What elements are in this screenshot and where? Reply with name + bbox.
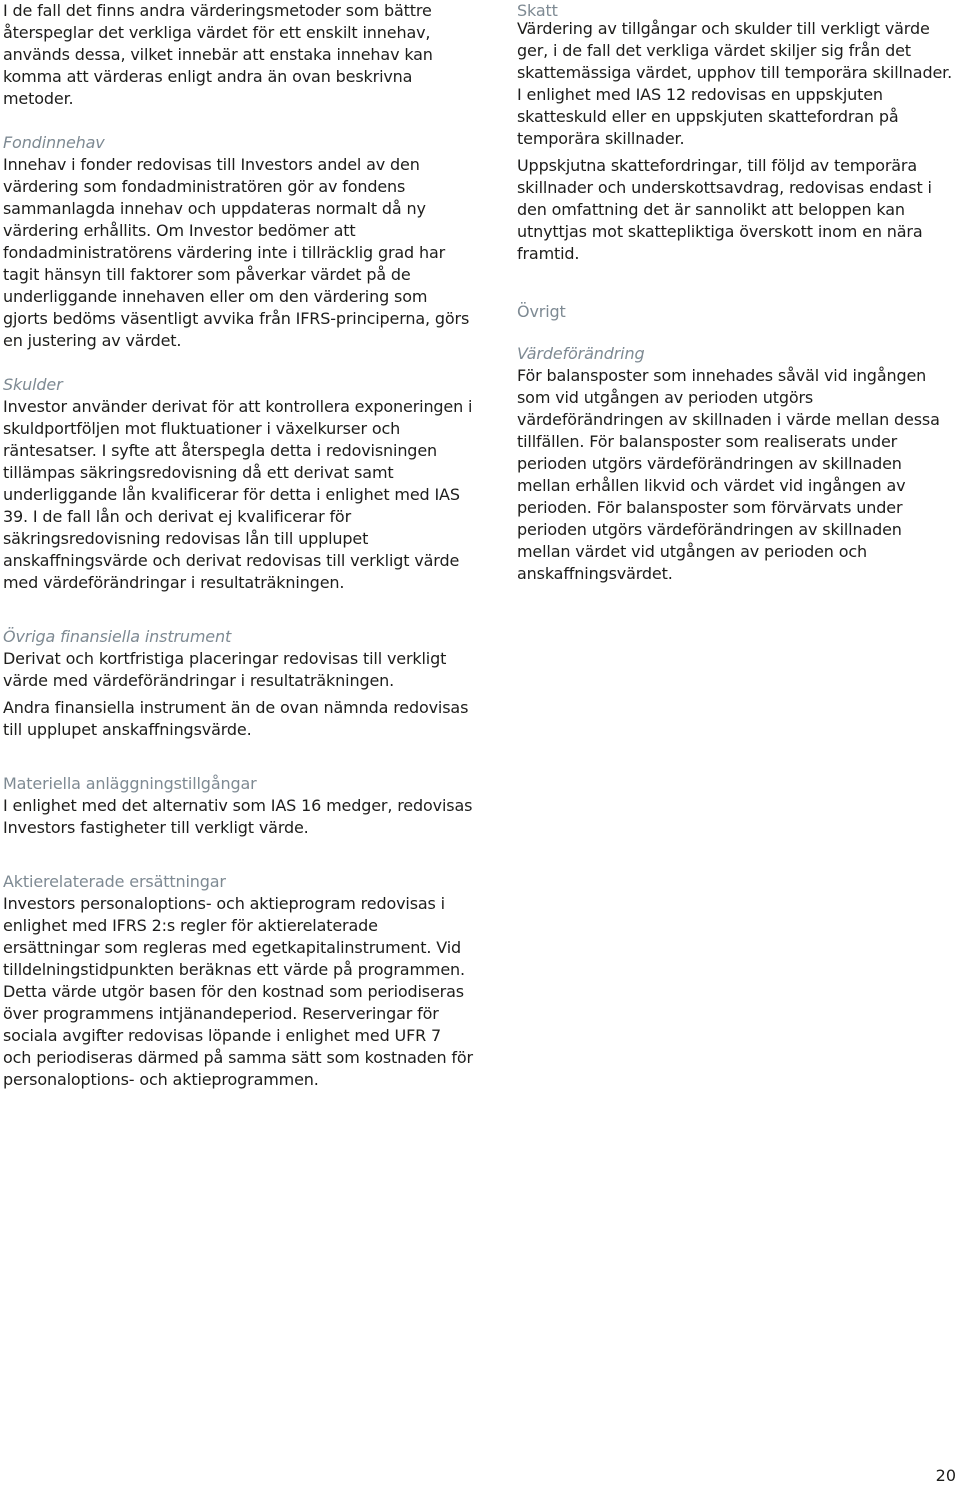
vardeforandring-paragraph: För balansposter som innehades såväl vid ingången som vid utgången av perioden utgörs värdeförändringen av skillnaden i värde mellan dessa tillfällen. För balansposter som realiserats under perioden utgörs värdeförändringen av skillnaden mellan erhållen likvid och värdet vid ingången av perioden. För balansposter som förvärvats under perioden utgörs värdeförändringen av skillnaden mellan värdet vid utgången av perioden och anskaffningsvärdet.	[517, 366, 940, 583]
heading-aktierelaterade-ersattningar: Aktierelaterade ersättningar	[3, 872, 226, 891]
ovriga-finansiella-paragraph-1: Derivat och kortfristiga placeringar redovisas till verkligt värde med värdeförändringar i resultaträkningen.	[3, 649, 447, 690]
skulder-paragraph: Investor använder derivat för att kontrollera exponeringen i skuldportföljen mot fluktuationer i växelkurser och räntesatser. I syfte att återspegla detta i redovisningen tillämpas säkringsredovisning då ett derivat samt underliggande lån kvalificerar för detta i enlighet med IAS 39. I de fall lån och derivat ej kvalificerar för säkringsredovisning redovisas lån till upplupet anskaffningsvärde och derivat redovisas till verkligt värde med värdeförändringar i resultaträkningen.	[3, 397, 473, 592]
page-number: 20	[935, 1466, 956, 1485]
skatt-paragraph-1: Värdering av tillgångar och skulder till verkligt värde ger, i de fall det verkliga värdet skiljer sig från det skattemässiga värdet, upphov till temporära skillnader. I enlighet med IAS 12 redovisas en uppskjuten skatteskuld eller en uppskjuten skattefordran på temporära skillnader.	[517, 19, 953, 148]
heading-skulder: Skulder	[3, 375, 63, 394]
ovriga-finansiella-paragraph-2: Andra finansiella instrument än de ovan nämnda redovisas till upplupet anskaffningsvärde.	[3, 698, 469, 739]
skatt-paragraph-2: Uppskjutna skattefordringar, till följd av temporära skillnader och underskottsavdrag, redovisas endast i den omfattning det är sannolikt att beloppen kan utnyttjas mot skattepliktiga överskott inom en nära framtid.	[517, 156, 932, 263]
heading-ovrigt: Övrigt	[517, 302, 566, 321]
heading-fondinnehav: Fondinnehav	[3, 133, 105, 152]
heading-skatt: Skatt	[517, 1, 558, 20]
materiella-paragraph: I enlighet med det alternativ som IAS 16 medger, redovisas Investors fastigheter till verkligt värde.	[3, 796, 473, 837]
fondinnehav-paragraph: Innehav i fonder redovisas till Investors andel av den värdering som fondadministratören gör av fondens sammanlagda innehav och uppdateras normalt då ny värdering erhållits. Om Investor bedömer att fondadministratörens värdering inte i tillräcklig grad har tagit hänsyn till faktorer som påverkar värdet på de underliggande innehaven eller om den värdering som gjorts bedöms väsentligt avvika från IFRS-principerna, görs en justering av värdet.	[3, 155, 470, 350]
left-column	[3, 0, 473, 1091]
right-column	[517, 0, 957, 585]
heading-materiella-anlaggningstillgangar: Materiella anläggningstillgångar	[3, 774, 257, 793]
intro-paragraph: I de fall det finns andra värderingsmetoder som bättre återspeglar det verkliga värdet för ett enskilt innehav, används dessa, vilket innebär att enstaka innehav kan komma att värderas enligt andra än ovan beskrivna metoder.	[3, 1, 433, 108]
heading-ovriga-finansiella-instrument: Övriga finansiella instrument	[3, 627, 232, 646]
heading-vardeforandring: Värdeförändring	[517, 344, 645, 363]
aktierelaterade-paragraph: Investors personaloptions- och aktieprogram redovisas i enlighet med IFRS 2:s regler för aktierelaterade ersättningar som regleras med egetkapitalinstrument. Vid tilldelningstidpunkten beräknas ett värde på programmen. Detta värde utgör basen för den kostnad som periodiseras över programmens intjänandeperiod. Reserveringar för sociala avgifter redovisas löpande i enlighet med UFR 7 och periodiseras därmed på samma sätt som kostnaden för personaloptions- och aktieprogrammen.	[3, 894, 473, 1089]
